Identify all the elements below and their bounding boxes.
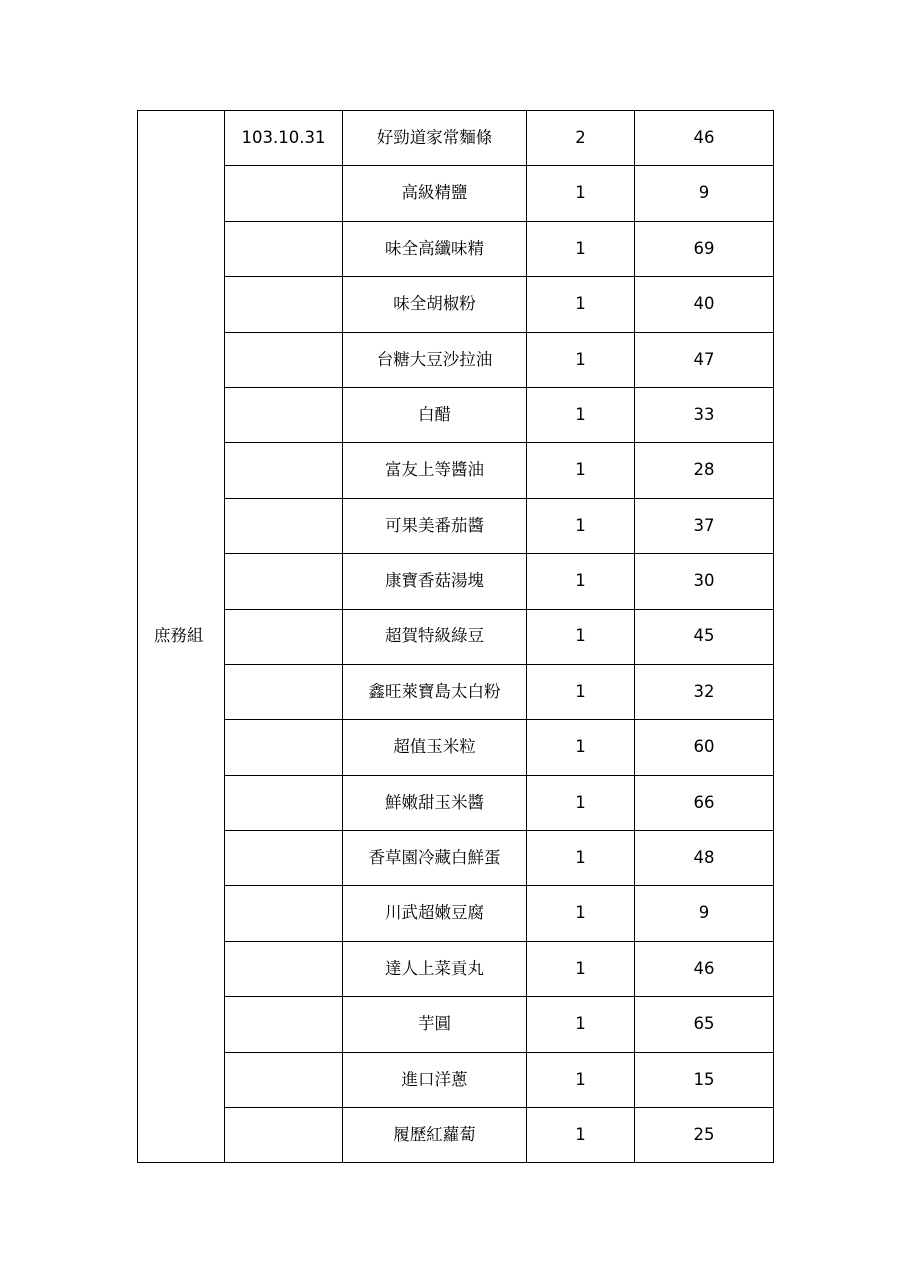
- item-name-cell: 味全胡椒粉: [343, 277, 527, 332]
- quantity-cell: 1: [527, 166, 635, 221]
- item-name-cell: 鑫旺萊寶島太白粉: [343, 664, 527, 719]
- table-row: [138, 997, 774, 1052]
- item-name-cell: 好勁道家常麵條: [343, 111, 527, 166]
- amount-cell: 48: [635, 831, 774, 886]
- amount-cell: 15: [635, 1052, 774, 1107]
- date-cell: [225, 997, 343, 1052]
- amount-cell: 60: [635, 720, 774, 775]
- quantity-cell: 1: [527, 775, 635, 830]
- table-row: [138, 111, 774, 166]
- amount-cell: 66: [635, 775, 774, 830]
- item-name-cell: 富友上等醬油: [343, 443, 527, 498]
- purchase-table: [137, 110, 774, 1163]
- date-cell: 103.10.31: [225, 111, 343, 166]
- date-cell: [225, 720, 343, 775]
- item-name-cell: 芋圓: [343, 997, 527, 1052]
- quantity-cell: 1: [527, 554, 635, 609]
- date-cell: [225, 775, 343, 830]
- amount-cell: 9: [635, 886, 774, 941]
- quantity-cell: 1: [527, 1052, 635, 1107]
- quantity-cell: 1: [527, 886, 635, 941]
- date-cell: [225, 941, 343, 996]
- date-cell: [225, 332, 343, 387]
- item-name-cell: 超賀特級綠豆: [343, 609, 527, 664]
- department-cell: 庶務組: [138, 111, 225, 1163]
- table-row: [138, 443, 774, 498]
- amount-cell: 47: [635, 332, 774, 387]
- amount-cell: 30: [635, 554, 774, 609]
- item-name-cell: 台糖大豆沙拉油: [343, 332, 527, 387]
- item-name-cell: 超值玉米粒: [343, 720, 527, 775]
- item-name-cell: 白醋: [343, 387, 527, 442]
- amount-cell: 28: [635, 443, 774, 498]
- date-cell: [225, 221, 343, 276]
- table-row: [138, 332, 774, 387]
- table-row: [138, 221, 774, 276]
- quantity-cell: 1: [527, 720, 635, 775]
- table-row: [138, 498, 774, 553]
- quantity-cell: 1: [527, 609, 635, 664]
- table-row: [138, 166, 774, 221]
- quantity-cell: 1: [527, 1108, 635, 1163]
- amount-cell: 46: [635, 941, 774, 996]
- table-row: [138, 277, 774, 332]
- date-cell: [225, 277, 343, 332]
- date-cell: [225, 498, 343, 553]
- amount-cell: 40: [635, 277, 774, 332]
- amount-cell: 33: [635, 387, 774, 442]
- table-row: [138, 1052, 774, 1107]
- quantity-cell: 1: [527, 941, 635, 996]
- quantity-cell: 1: [527, 221, 635, 276]
- item-name-cell: 高級精鹽: [343, 166, 527, 221]
- date-cell: [225, 443, 343, 498]
- table-row: [138, 831, 774, 886]
- table-row: [138, 554, 774, 609]
- quantity-cell: 2: [527, 111, 635, 166]
- table-row: [138, 1108, 774, 1163]
- amount-cell: 69: [635, 221, 774, 276]
- item-name-cell: 達人上菜貢丸: [343, 941, 527, 996]
- item-name-cell: 可果美番茄醬: [343, 498, 527, 553]
- quantity-cell: 1: [527, 332, 635, 387]
- table-row: [138, 720, 774, 775]
- quantity-cell: 1: [527, 997, 635, 1052]
- date-cell: [225, 609, 343, 664]
- amount-cell: 65: [635, 997, 774, 1052]
- table-row: [138, 664, 774, 719]
- amount-cell: 25: [635, 1108, 774, 1163]
- item-name-cell: 康寶香菇湯塊: [343, 554, 527, 609]
- quantity-cell: 1: [527, 277, 635, 332]
- item-name-cell: 履歷紅蘿蔔: [343, 1108, 527, 1163]
- table-row: [138, 775, 774, 830]
- amount-cell: 46: [635, 111, 774, 166]
- quantity-cell: 1: [527, 831, 635, 886]
- item-name-cell: 味全高纖味精: [343, 221, 527, 276]
- date-cell: [225, 554, 343, 609]
- date-cell: [225, 387, 343, 442]
- amount-cell: 45: [635, 609, 774, 664]
- item-name-cell: 川武超嫩豆腐: [343, 886, 527, 941]
- date-cell: [225, 664, 343, 719]
- item-name-cell: 香草園冷藏白鮮蛋: [343, 831, 527, 886]
- date-cell: [225, 831, 343, 886]
- table-row: [138, 941, 774, 996]
- date-cell: [225, 166, 343, 221]
- date-cell: [225, 1108, 343, 1163]
- amount-cell: 37: [635, 498, 774, 553]
- quantity-cell: 1: [527, 498, 635, 553]
- quantity-cell: 1: [527, 443, 635, 498]
- table-row: [138, 387, 774, 442]
- amount-cell: 9: [635, 166, 774, 221]
- item-name-cell: 鮮嫩甜玉米醬: [343, 775, 527, 830]
- item-name-cell: 進口洋蔥: [343, 1052, 527, 1107]
- date-cell: [225, 886, 343, 941]
- quantity-cell: 1: [527, 387, 635, 442]
- table-row: [138, 609, 774, 664]
- date-cell: [225, 1052, 343, 1107]
- table-body: [138, 111, 774, 1163]
- table-row: [138, 886, 774, 941]
- amount-cell: 32: [635, 664, 774, 719]
- quantity-cell: 1: [527, 664, 635, 719]
